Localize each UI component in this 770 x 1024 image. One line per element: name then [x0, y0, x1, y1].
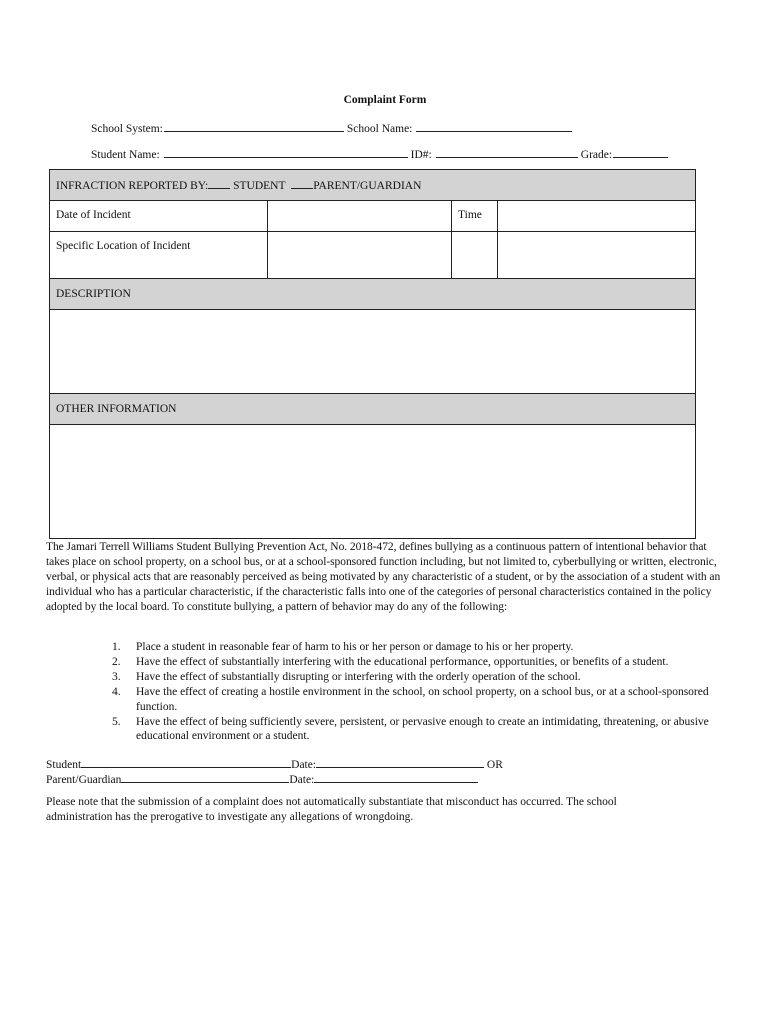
parent-option-blank[interactable]	[291, 178, 313, 189]
infraction-row	[50, 170, 696, 201]
school-name-label: School Name:	[346, 123, 413, 135]
parent-signature-line	[46, 771, 478, 786]
list-text: Have the effect of being sufficiently severe, persistent, or pervasive enough to create an intimidating, threatening, or abusive educational environment or a student.	[136, 715, 709, 743]
list-item	[112, 685, 732, 715]
list-number: 5.	[112, 715, 121, 728]
time-field[interactable]	[498, 201, 696, 232]
parent-date-field[interactable]	[314, 771, 478, 783]
policy-intro: The Jamari Terrell Williams Student Bullying Prevention Act, No. 2018-472, defines bullying as a continuous pattern of intentional behavior that takes place on school property, on a school bus, or at a school-sponsored function including, but not limited to, cyberbullying or written, electronic, verbal, or physical acts that are reasonably perceived as being motivated by any characteristic of a student, or by the association of a student with an individual who has a particular characteristic, if the characteristic falls into one of the categories of personal characteristics contained in the policy adopted by the local board. To constitute bullying, a pattern of behavior may do any of the following:	[46, 541, 721, 613]
student-signature-line	[46, 756, 503, 771]
location-label-cell	[50, 232, 268, 279]
time-label-cell	[452, 201, 498, 232]
school-info-line	[91, 120, 575, 135]
parent-date-label: Date:	[289, 774, 315, 786]
student-option-label: STUDENT	[233, 180, 286, 192]
parent-option-label: PARENT/GUARDIAN	[313, 180, 422, 192]
grade-label: Grade:	[580, 149, 613, 161]
location-extra-field[interactable]	[498, 232, 696, 279]
time-label: Time	[458, 209, 482, 221]
student-name-label: Student Name:	[91, 149, 160, 161]
list-item	[112, 655, 732, 670]
id-field[interactable]	[436, 146, 578, 158]
location-spacer-cell	[452, 232, 498, 279]
grade-field[interactable]	[613, 146, 668, 158]
location-field[interactable]	[268, 232, 452, 279]
page-title: Complaint Form	[343, 94, 427, 106]
student-info-line	[91, 146, 671, 161]
id-label: ID#:	[410, 149, 432, 161]
other-info-header	[50, 394, 696, 425]
list-item	[112, 670, 732, 685]
student-date-field[interactable]	[316, 756, 484, 768]
incident-table	[49, 169, 696, 539]
other-info-label: OTHER INFORMATION	[56, 403, 177, 415]
date-label-cell	[50, 201, 268, 232]
bullying-criteria-list	[112, 640, 732, 744]
list-item	[112, 715, 732, 745]
student-name-field[interactable]	[164, 146, 408, 158]
list-item	[112, 640, 732, 655]
date-of-incident-label: Date of Incident	[56, 209, 131, 221]
description-field[interactable]	[50, 310, 696, 394]
disclaimer-note: Please note that the submission of a complaint does not automatically substantiate that misconduct has occurred. The school administration has the prerogative to investigate any allegations of wrongdoing.	[46, 796, 617, 823]
other-info-field[interactable]	[50, 425, 696, 539]
infraction-label: INFRACTION REPORTED BY:	[56, 180, 209, 192]
student-signature-label: Student	[46, 759, 82, 771]
list-text: Have the effect of substantially disrupting or interfering with the orderly operation of the school.	[136, 670, 581, 683]
list-number: 2.	[112, 655, 121, 668]
list-number: 4.	[112, 685, 121, 698]
student-option-blank[interactable]	[208, 178, 230, 189]
parent-signature-label: Parent/Guardian	[46, 774, 122, 786]
list-number: 1.	[112, 641, 121, 653]
school-name-field[interactable]	[416, 120, 572, 132]
list-text: Place a student in reasonable fear of harm to his or her person or damage to his or her property.	[136, 641, 574, 653]
student-date-label: Date:	[291, 759, 317, 771]
or-label: OR	[486, 759, 503, 771]
description-label: DESCRIPTION	[56, 288, 131, 300]
school-system-field[interactable]	[164, 120, 344, 132]
school-system-label: School System:	[91, 123, 163, 135]
list-text: Have the effect of substantially interfering with the educational performance, opportunities, or benefits of a student.	[136, 655, 669, 668]
description-header	[50, 279, 696, 310]
date-of-incident-field[interactable]	[268, 201, 452, 232]
location-label: Specific Location of Incident	[56, 240, 191, 252]
list-number: 3.	[112, 670, 121, 683]
parent-signature-field[interactable]	[121, 771, 289, 783]
student-signature-field[interactable]	[81, 756, 291, 768]
list-text: Have the effect of creating a hostile environment in the school, on school property, on a school bus, or at a school-sponsored function.	[136, 685, 709, 713]
